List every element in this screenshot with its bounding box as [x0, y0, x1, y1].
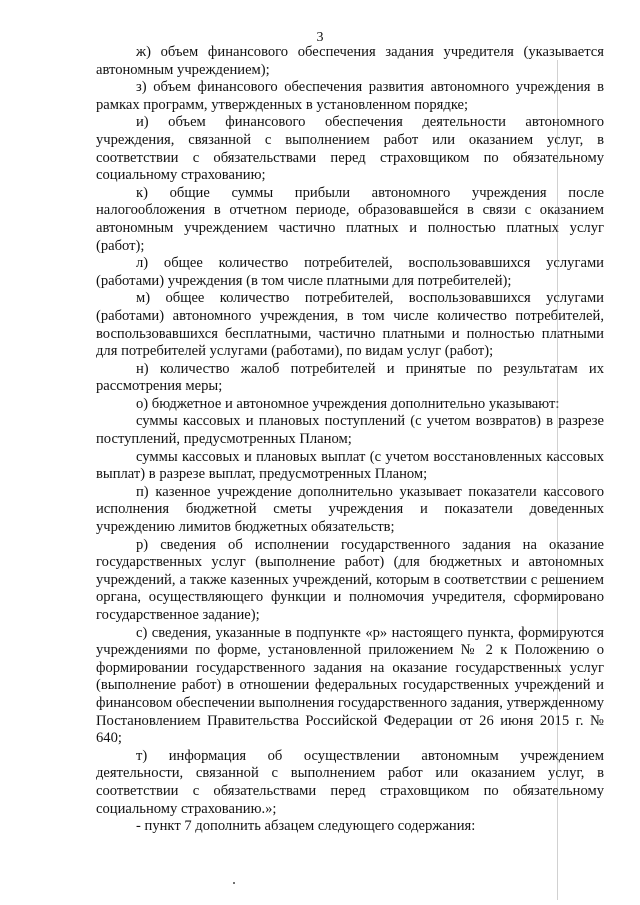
paragraph-zh: ж) объем финансового обеспечения задания учредителя (указывается автономным учреждением); [96, 44, 604, 78]
paragraph-l: л) общее количество потребителей, воспользовавшихся услугами (работами) учреждения (в том числе платными для потребителей); [96, 255, 604, 289]
document-body [96, 44, 604, 836]
paragraph-o: о) бюджетное и автономное учреждения дополнительно указывают: [136, 395, 560, 412]
paragraph-p: п) казенное учреждение дополнительно указывает показатели кассового исполнения бюджетной сметы учреждения и показатели доведенных учреждению лимитов бюджетных обязательств; [96, 483, 604, 536]
paragraph-t: т) информация об осуществлении автономным учреждением деятельности, связанной с выполнением работ или оказанием услуг, в соответствии с обязательствами перед страховщиком по обязательному социальному страхованию.»; [96, 747, 604, 817]
paragraph-o-receipts: суммы кассовых и плановых поступлений (с учетом возвратов) в разрезе поступлений, предусмотренных Планом; [96, 413, 604, 448]
scan-artifact-line [557, 60, 558, 900]
paragraph-z: з) объем финансового обеспечения развития автономного учреждения в рамках программ, утвержденных в установленном порядке; [96, 79, 604, 113]
paragraph-item-7: - пункт 7 дополнить абзацем следующего содержания: [136, 818, 476, 835]
scan-artifact-dot [233, 882, 235, 884]
paragraph-k: к) общие суммы прибыли автономного учреждения после налогообложения в отчетном периоде, образовавшейся в связи с оказанием автономным учреждением частично платных и полностью платных услуг (работ); [96, 184, 604, 254]
paragraph-n: н) количество жалоб потребителей и принятые по результатам их рассмотрения меры; [96, 360, 604, 395]
paragraph-r: р) сведения об исполнении государственного задания на оказание государственных услуг (выполнение работ) (для бюджетных и автономных учреждений, а также казенных учреждений, которым в соответствии с решением органа, осуществляющего функции и полномочия учредителя, сформировано государственное задание); [96, 536, 604, 623]
paragraph-o-payments: суммы кассовых и плановых выплат (с учетом восстановленных кассовых выплат) в разрезе выплат, предусмотренных Планом; [96, 448, 604, 483]
paragraph-s: с) сведения, указанные в подпункте «р» настоящего пункта, формируются учреждениями по форме, установленной приложением № 2 к Положению о формировании государственного задания на оказание государственных услуг (выполнение работ) в отношении федеральных государственных учреждений и финансовом обеспечении выполнения государственного задания, утвержденному Постановлением Правительства Российской Федерации от 26 июня 2015 г. № 640; [96, 624, 604, 747]
page-number: 3 [316, 30, 324, 45]
paragraph-i: и) объем финансового обеспечения деятельности автономного учреждения, связанной с выполнением работ или оказанием услуг, в соответствии с обязательствами перед страховщиком по обязательному социальному страхованию; [96, 114, 604, 184]
paragraph-m: м) общее количество потребителей, воспользовавшихся услугами (работами) автономного учреждения, в том числе количество потребителей, воспользовавшихся бесплатными, частично платными и полностью платными для потребителей услугами (работами), по видам услуг (работ); [96, 290, 604, 360]
